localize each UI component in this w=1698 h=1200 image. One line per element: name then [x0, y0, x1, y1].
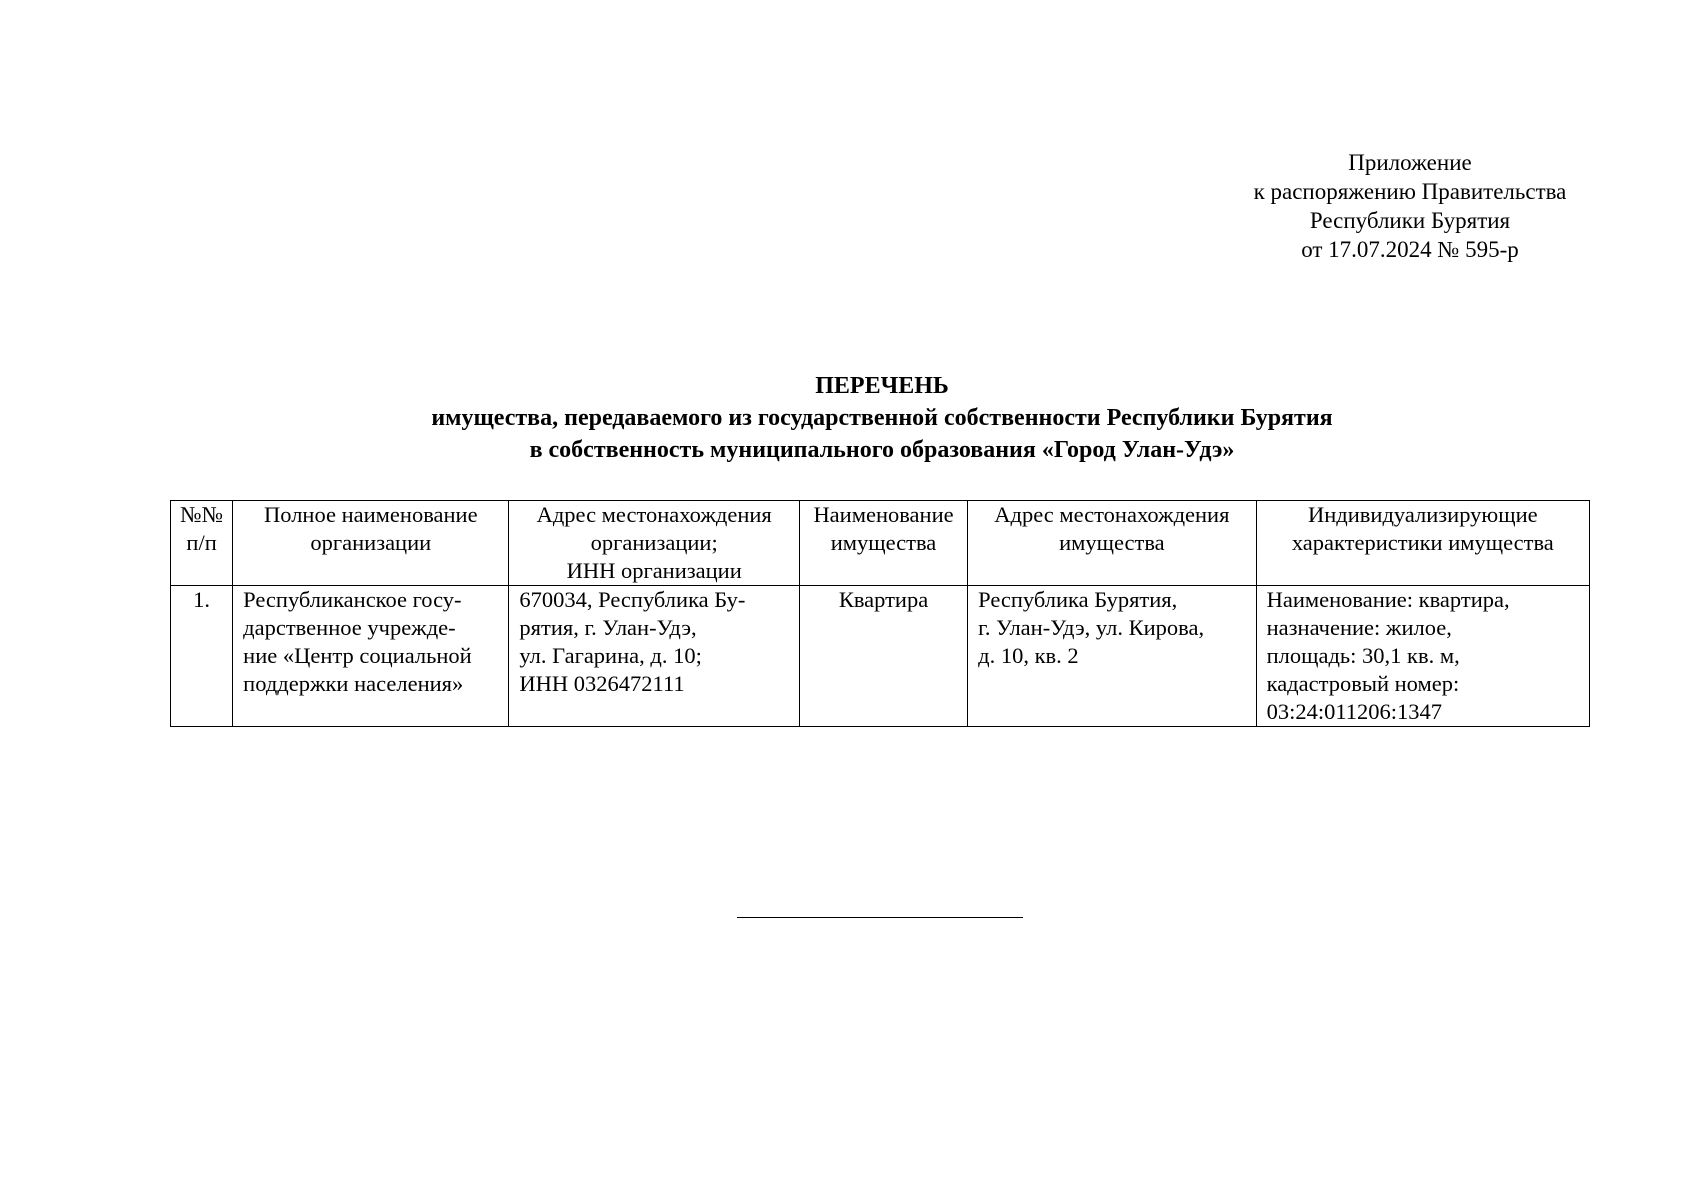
appendix-label: Приложение	[1348, 150, 1472, 175]
cell-property-address	[968, 586, 1256, 727]
table-row	[171, 586, 1590, 727]
appendix-reference: к распоряжению Правительства	[1253, 179, 1567, 204]
appendix-block	[1230, 148, 1590, 264]
appendix-date-number: от 17.07.2024 № 595-р	[1301, 237, 1519, 262]
cell-organization-name	[233, 586, 509, 727]
header-organization-name	[233, 501, 509, 586]
header-property-name	[799, 501, 967, 586]
header-property-address	[968, 501, 1256, 586]
title-subtitle-line-1: имущества, передаваемого из государственной собственности Республики Бурятия	[431, 405, 1333, 431]
characteristic-line: площадь: 30,1 кв. м,	[1266, 643, 1460, 668]
property-address-line: г. Улан-Удэ, ул. Кирова,	[978, 615, 1205, 640]
characteristic-line: Наименование: квартира,	[1266, 587, 1510, 612]
header-text: имущества	[830, 530, 937, 555]
property-table	[170, 500, 1590, 727]
closing-divider-line	[737, 917, 1023, 918]
organization-address-line: рятия, г. Улан-Удэ,	[519, 615, 697, 640]
header-text: Полное наименование	[264, 502, 478, 527]
organization-name-line: Республиканское госу-	[243, 587, 462, 612]
property-name: Квартира	[838, 587, 929, 612]
header-text: организации;	[590, 530, 718, 555]
organization-name-line: поддержки населения»	[243, 671, 464, 696]
organization-address-line: 670034, Республика Бу-	[519, 587, 746, 612]
header-property-characteristics	[1256, 501, 1589, 586]
header-text: Адрес местонахождения	[536, 502, 772, 527]
characteristic-line: назначение: жилое,	[1266, 615, 1452, 640]
header-text: Адрес местонахождения	[994, 502, 1230, 527]
cell-organization-address	[509, 586, 800, 727]
organization-address-line: ул. Гагарина, д. 10;	[519, 643, 702, 668]
title-subtitle-line-2: в собственность муниципального образования «Город Улан-Удэ»	[529, 437, 1235, 463]
property-address-line: д. 10, кв. 2	[978, 643, 1079, 668]
cadastral-number: 03:24:011206:1347	[1266, 699, 1443, 724]
organization-name-line: дарственное учрежде-	[243, 615, 456, 640]
characteristic-line: кадастровый номер:	[1266, 671, 1460, 696]
appendix-issuer: Республики Бурятия	[1309, 208, 1511, 233]
header-text: Индивидуализирующие	[1308, 502, 1538, 527]
cell-number	[171, 586, 233, 727]
cell-property-name	[799, 586, 967, 727]
header-text: ИНН организации	[566, 558, 742, 583]
header-text: Наименование	[813, 502, 954, 527]
title-heading: ПЕРЕЧЕНЬ	[815, 373, 949, 399]
header-text: п/п	[186, 530, 217, 555]
header-text: организации	[310, 530, 432, 555]
header-organization-address	[509, 501, 800, 586]
table-header-row	[171, 501, 1590, 586]
header-text: имущества	[1059, 530, 1165, 555]
cell-property-characteristics	[1256, 586, 1589, 727]
header-number	[171, 501, 233, 586]
organization-name-line: ние «Центр социальной	[243, 643, 472, 668]
property-address-line: Республика Бурятия,	[978, 587, 1178, 612]
document-title	[170, 370, 1594, 466]
header-text: характеристики имущества	[1291, 530, 1554, 555]
organization-inn: ИНН 0326472111	[519, 671, 685, 696]
header-text: №№	[180, 502, 224, 527]
row-number: 1.	[193, 587, 211, 612]
